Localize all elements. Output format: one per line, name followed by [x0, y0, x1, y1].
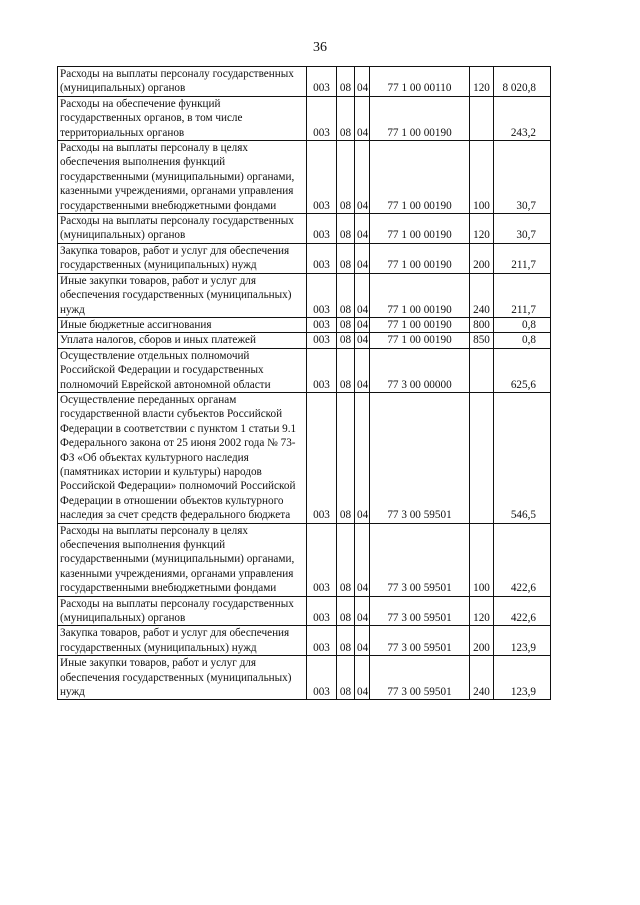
row-section-cell: 08	[337, 626, 355, 656]
row-ved-code-cell: 003	[307, 214, 337, 244]
table-row	[58, 656, 551, 700]
table-row	[58, 333, 551, 348]
row-expense-type-cell: 200	[470, 243, 494, 273]
table-row	[58, 214, 551, 244]
row-name-cell: Осуществление переданных органам государственной власти субъектов Российской Федерации в соответствии с пунктом 1 статьи 9.1 Федерального закона от 25 июня 2002 года № 73-ФЗ «Об объектах культурного наследия (памятниках истории и культуры) народов Российской Федерации» полномочий Российской Федерации в отношении объектов культурного наследия за счет средств федерального бюджета	[58, 392, 307, 523]
row-expense-type-cell	[470, 392, 494, 523]
row-section-cell: 08	[337, 273, 355, 317]
row-expense-type-cell: 120	[470, 596, 494, 626]
row-amount-cell: 422,6	[494, 596, 551, 626]
row-ved-code-cell: 003	[307, 243, 337, 273]
row-amount-cell: 422,6	[494, 523, 551, 596]
row-section-cell: 08	[337, 243, 355, 273]
row-section-cell: 08	[337, 96, 355, 140]
row-section-cell: 08	[337, 656, 355, 700]
row-amount-cell: 0,8	[494, 333, 551, 348]
row-section-cell: 08	[337, 317, 355, 332]
row-subsection-cell: 04	[355, 243, 370, 273]
row-section-cell: 08	[337, 214, 355, 244]
row-section-cell: 08	[337, 333, 355, 348]
row-target-article-cell: 77 3 00 59501	[370, 392, 470, 523]
row-section-cell: 08	[337, 348, 355, 392]
row-target-article-cell: 77 1 00 00190	[370, 214, 470, 244]
row-amount-cell: 211,7	[494, 273, 551, 317]
row-name-cell: Расходы на выплаты персоналу в целях обеспечения выполнения функций государственными (муниципальными) органами, казенными учреждениями, органами управления государственными внебюджетными фондами	[58, 141, 307, 214]
row-ved-code-cell: 003	[307, 348, 337, 392]
row-name-cell: Расходы на обеспечение функций государственных органов, в том числе территориальных органов	[58, 96, 307, 140]
row-target-article-cell: 77 3 00 59501	[370, 523, 470, 596]
row-target-article-cell: 77 3 00 59501	[370, 626, 470, 656]
row-name-cell: Расходы на выплаты персоналу государственных (муниципальных) органов	[58, 596, 307, 626]
row-section-cell: 08	[337, 596, 355, 626]
row-name-cell: Иные бюджетные ассигнования	[58, 317, 307, 332]
row-amount-cell: 30,7	[494, 214, 551, 244]
row-amount-cell: 123,9	[494, 626, 551, 656]
row-section-cell: 08	[337, 141, 355, 214]
row-target-article-cell: 77 3 00 00000	[370, 348, 470, 392]
row-target-article-cell: 77 1 00 00190	[370, 243, 470, 273]
row-expense-type-cell: 120	[470, 67, 494, 97]
table-row	[58, 67, 551, 97]
row-expense-type-cell: 100	[470, 141, 494, 214]
row-target-article-cell: 77 3 00 59501	[370, 596, 470, 626]
row-subsection-cell: 04	[355, 214, 370, 244]
row-name-cell: Расходы на выплаты персоналу государственных (муниципальных) органов	[58, 214, 307, 244]
row-expense-type-cell: 100	[470, 523, 494, 596]
row-name-cell: Уплата налогов, сборов и иных платежей	[58, 333, 307, 348]
table-row	[58, 392, 551, 523]
row-ved-code-cell: 003	[307, 333, 337, 348]
row-expense-type-cell: 240	[470, 656, 494, 700]
table-row	[58, 273, 551, 317]
row-expense-type-cell	[470, 96, 494, 140]
row-section-cell: 08	[337, 67, 355, 97]
row-amount-cell: 30,7	[494, 141, 551, 214]
row-name-cell: Осуществление отдельных полномочий Российской Федерации и государственных полномочий Еврейской автономной области	[58, 348, 307, 392]
row-subsection-cell: 04	[355, 273, 370, 317]
row-target-article-cell: 77 1 00 00190	[370, 141, 470, 214]
row-ved-code-cell: 003	[307, 656, 337, 700]
row-name-cell: Иные закупки товаров, работ и услуг для обеспечения государственных (муниципальных) нужд	[58, 656, 307, 700]
row-expense-type-cell	[470, 348, 494, 392]
budget-table	[57, 66, 551, 700]
row-ved-code-cell: 003	[307, 317, 337, 332]
row-ved-code-cell: 003	[307, 96, 337, 140]
row-subsection-cell: 04	[355, 141, 370, 214]
row-target-article-cell: 77 1 00 00190	[370, 273, 470, 317]
row-name-cell: Закупка товаров, работ и услуг для обеспечения государственных (муниципальных) нужд	[58, 243, 307, 273]
row-subsection-cell: 04	[355, 317, 370, 332]
table-row	[58, 626, 551, 656]
row-ved-code-cell: 003	[307, 626, 337, 656]
row-ved-code-cell: 003	[307, 67, 337, 97]
row-expense-type-cell: 120	[470, 214, 494, 244]
row-section-cell: 08	[337, 523, 355, 596]
row-amount-cell: 243,2	[494, 96, 551, 140]
table-row	[58, 348, 551, 392]
row-subsection-cell: 04	[355, 626, 370, 656]
row-subsection-cell: 04	[355, 523, 370, 596]
row-expense-type-cell: 240	[470, 273, 494, 317]
row-amount-cell: 123,9	[494, 656, 551, 700]
row-subsection-cell: 04	[355, 392, 370, 523]
row-section-cell: 08	[337, 392, 355, 523]
row-subsection-cell: 04	[355, 96, 370, 140]
row-amount-cell: 211,7	[494, 243, 551, 273]
table-row	[58, 523, 551, 596]
row-target-article-cell: 77 1 00 00190	[370, 333, 470, 348]
budget-table-body	[58, 67, 551, 700]
row-target-article-cell: 77 1 00 00110	[370, 67, 470, 97]
row-subsection-cell: 04	[355, 67, 370, 97]
row-ved-code-cell: 003	[307, 392, 337, 523]
row-amount-cell: 8 020,8	[494, 67, 551, 97]
row-ved-code-cell: 003	[307, 523, 337, 596]
row-ved-code-cell: 003	[307, 596, 337, 626]
row-target-article-cell: 77 1 00 00190	[370, 96, 470, 140]
row-subsection-cell: 04	[355, 348, 370, 392]
row-name-cell: Расходы на выплаты персоналу государственных (муниципальных) органов	[58, 67, 307, 97]
row-subsection-cell: 04	[355, 333, 370, 348]
row-amount-cell: 546,5	[494, 392, 551, 523]
table-row	[58, 317, 551, 332]
row-ved-code-cell: 003	[307, 141, 337, 214]
row-name-cell: Расходы на выплаты персоналу в целях обеспечения выполнения функций государственными (муниципальными) органами, казенными учреждениями, органами управления государственными внебюджетными фондами	[58, 523, 307, 596]
row-expense-type-cell: 850	[470, 333, 494, 348]
row-target-article-cell: 77 3 00 59501	[370, 656, 470, 700]
row-subsection-cell: 04	[355, 656, 370, 700]
row-expense-type-cell: 200	[470, 626, 494, 656]
page-number: 36	[313, 40, 327, 55]
row-target-article-cell: 77 1 00 00190	[370, 317, 470, 332]
row-subsection-cell: 04	[355, 596, 370, 626]
row-name-cell: Иные закупки товаров, работ и услуг для обеспечения государственных (муниципальных) нужд	[58, 273, 307, 317]
row-amount-cell: 625,6	[494, 348, 551, 392]
table-row	[58, 243, 551, 273]
table-row	[58, 596, 551, 626]
row-ved-code-cell: 003	[307, 273, 337, 317]
row-amount-cell: 0,8	[494, 317, 551, 332]
row-name-cell: Закупка товаров, работ и услуг для обеспечения государственных (муниципальных) нужд	[58, 626, 307, 656]
table-row	[58, 96, 551, 140]
table-row	[58, 141, 551, 214]
row-expense-type-cell: 800	[470, 317, 494, 332]
